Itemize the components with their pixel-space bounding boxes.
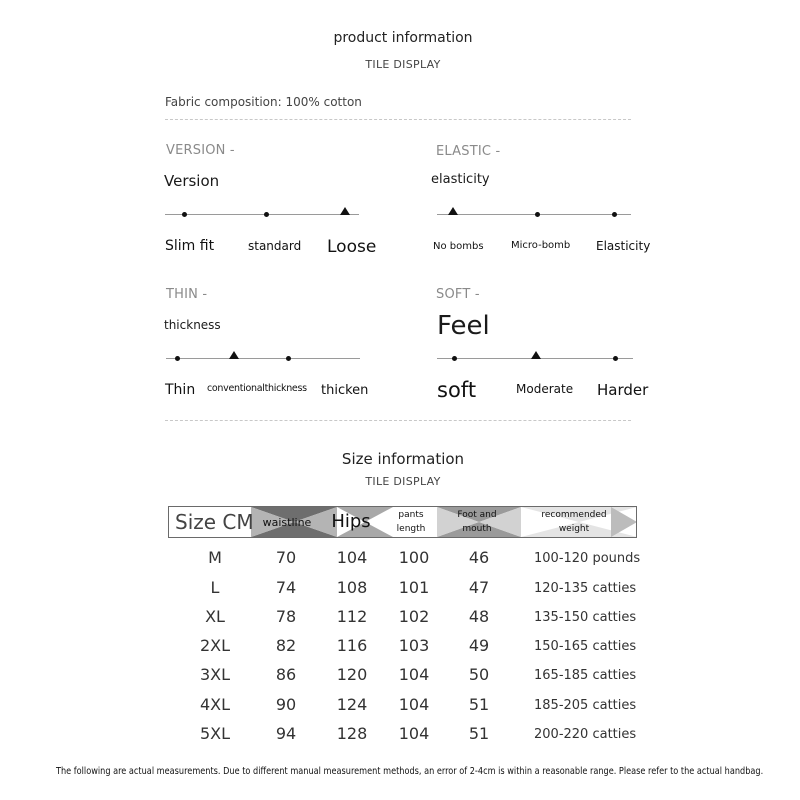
table-cell-hips: 128 [336,724,368,743]
thin-indicator [229,351,239,359]
header-waist: waistline [262,516,312,529]
thin-option-1: Thin [165,382,196,398]
table-cell-waist: 74 [275,578,297,597]
table-cell-length: 101 [398,578,430,597]
version-mark-1 [182,212,187,217]
version-option-1: Slim fit [165,238,215,254]
elastic-category: ELASTIC - [436,144,501,159]
table-cell-waist: 78 [275,607,297,626]
table-cell-waist: 86 [275,665,297,684]
table-cell-hips: 124 [336,695,368,714]
table-cell-foot: 47 [468,578,490,597]
table-cell-foot: 49 [468,636,490,655]
table-cell-hips: 120 [336,665,368,684]
table-cell-size: XL [205,607,225,626]
version-indicator [340,207,350,215]
table-cell-weight: 120-135 catties [534,581,637,596]
thin-scale [166,358,360,359]
table-cell-foot: 46 [468,548,490,567]
soft-option-3: Harder [597,381,649,399]
soft-mark-3 [613,356,618,361]
table-cell-length: 104 [398,724,430,743]
header-hips: Hips [331,511,371,532]
soft-option-2: Moderate [516,382,574,396]
table-cell-hips: 108 [336,578,368,597]
table-cell-waist: 82 [275,636,297,655]
version-scale [165,214,359,215]
thin-mark-1 [175,356,180,361]
version-category: VERSION - [166,143,235,158]
table-cell-weight: 185-205 catties [534,698,637,713]
table-cell-size: 2XL [199,636,231,655]
thin-label: thickness [164,318,221,332]
page-title: product information [333,30,473,46]
table-cell-foot: 48 [468,607,490,626]
elastic-scale [437,214,631,215]
elastic-label: elasticity [431,172,490,187]
fabric-composition: Fabric composition: 100% cotton [165,95,362,109]
size-title: Size information [341,450,465,468]
table-cell-size: 4XL [199,695,231,714]
size-subtitle: TILE DISPLAY [365,475,441,488]
version-mark-2 [264,212,269,217]
thin-mark-3 [286,356,291,361]
footnote: The following are actual measurements. Due to different manual measurement methods, an error of 2-4cm is within a reasonable range. Please refer to the actual handbag. [56,766,764,777]
table-cell-foot: 51 [468,695,490,714]
header-foot: Foot and mouth [457,510,497,534]
table-cell-length: 104 [398,695,430,714]
table-cell-size: 3XL [199,665,231,684]
table-cell-length: 100 [398,548,430,567]
page-subtitle: TILE DISPLAY [365,58,441,71]
header-length: pants length [396,510,426,534]
elastic-option-2: Micro-bomb [511,240,571,251]
soft-label: Feel [437,311,490,341]
soft-indicator [531,351,541,359]
table-cell-weight: 150-165 catties [534,639,637,654]
table-cell-length: 103 [398,636,430,655]
size-table-header [168,506,637,538]
thin-option-3: thicken [321,383,369,398]
table-cell-size: 5XL [199,724,231,743]
table-cell-hips: 116 [336,636,368,655]
table-cell-length: 104 [398,665,430,684]
table-cell-waist: 94 [275,724,297,743]
elastic-mark-2 [535,212,540,217]
table-cell-length: 102 [398,607,430,626]
table-cell-weight: 135-150 catties [534,610,637,625]
table-cell-weight: 100-120 pounds [534,551,641,566]
table-cell-size: M [208,548,222,567]
table-cell-hips: 104 [336,548,368,567]
divider-bottom [165,420,631,421]
table-cell-weight: 200-220 catties [534,727,637,742]
table-cell-foot: 50 [468,665,490,684]
divider-top [165,119,631,120]
elastic-option-3: Elasticity [596,239,651,253]
soft-mark-1 [452,356,457,361]
version-option-3: Loose [327,237,377,257]
elastic-mark-3 [612,212,617,217]
table-cell-foot: 51 [468,724,490,743]
version-label: Version [164,172,220,190]
table-cell-waist: 70 [275,548,297,567]
header-size: Size CM [175,510,254,534]
soft-option-1: soft [437,378,477,402]
thin-category: THIN - [166,287,208,302]
elastic-option-1: No bombs [433,241,484,252]
thin-option-2: conventionalthickness [207,383,307,394]
version-option-2: standard [248,239,302,253]
elastic-indicator [448,207,458,215]
table-cell-waist: 90 [275,695,297,714]
header-weight: recommended weight [541,510,607,534]
soft-category: SOFT - [436,287,480,302]
table-cell-hips: 112 [336,607,368,626]
table-cell-size: L [210,578,220,597]
table-cell-weight: 165-185 catties [534,668,637,683]
